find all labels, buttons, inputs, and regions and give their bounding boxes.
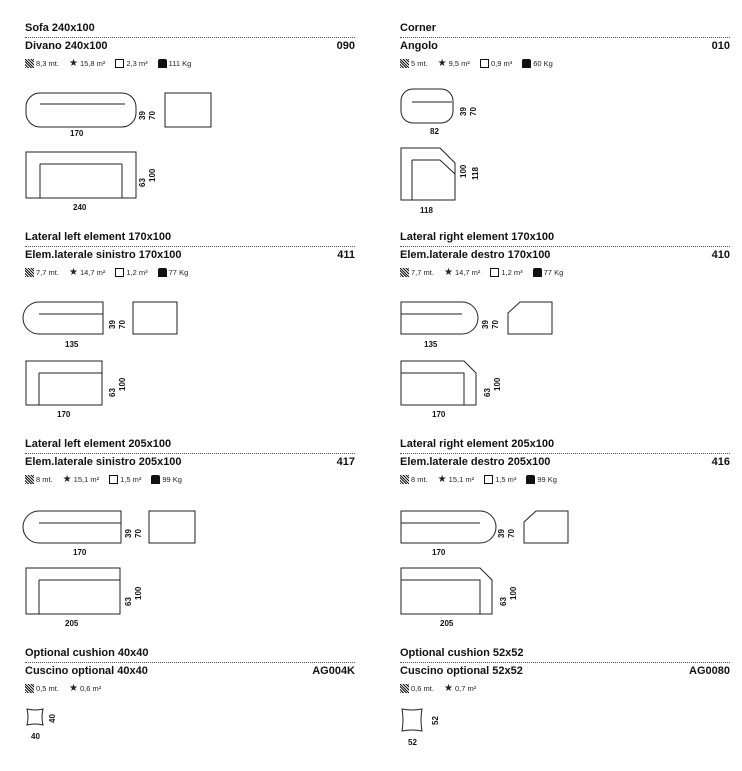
spec-area: 15,1 m² bbox=[73, 475, 100, 484]
specs bbox=[25, 268, 355, 277]
spec-weight: 99 Kg bbox=[537, 475, 557, 484]
title-it: Divano 240x100 bbox=[25, 40, 108, 52]
dim-depth-small: 39 bbox=[459, 107, 468, 116]
title-it: Elem.laterale destro 170x100 bbox=[400, 249, 551, 261]
title-en: Optional cushion 52x52 bbox=[400, 647, 524, 659]
product-code: 416 bbox=[711, 456, 730, 468]
box-icon bbox=[115, 268, 124, 277]
fabric-roll-icon bbox=[25, 59, 34, 68]
spec-area: 14,7 m² bbox=[79, 268, 106, 277]
plan-width: 240 bbox=[73, 203, 87, 212]
plan-depth: 100 bbox=[493, 377, 502, 391]
dim-width: 82 bbox=[430, 127, 439, 136]
lateral-left-170-drawing bbox=[25, 301, 225, 421]
box-icon bbox=[484, 475, 493, 484]
spec-area: 0,7 m² bbox=[454, 684, 477, 693]
plan-width: 205 bbox=[440, 619, 454, 628]
fabric-roll-icon bbox=[400, 268, 409, 277]
dim-width: 135 bbox=[65, 340, 79, 349]
card-sofa bbox=[25, 22, 355, 68]
sofa-drawing bbox=[25, 92, 225, 222]
spec-area: 15,8 m² bbox=[79, 59, 106, 68]
spec-volume: 1,5 m³ bbox=[495, 475, 517, 484]
spec-runs: 7,7 mt. bbox=[411, 268, 434, 277]
star-icon: ★ bbox=[62, 474, 72, 485]
spec-volume: 1,2 m³ bbox=[126, 268, 148, 277]
spec-volume: 1,5 m³ bbox=[120, 475, 142, 484]
plan-inner: 63 bbox=[108, 388, 117, 397]
title-en: Corner bbox=[400, 22, 437, 34]
dim-width: 135 bbox=[424, 340, 438, 349]
dim-depth-small: 39 bbox=[481, 320, 490, 329]
spec-weight: 99 Kg bbox=[162, 475, 182, 484]
specs bbox=[25, 684, 355, 693]
plan-width: 118 bbox=[420, 206, 433, 215]
title-it: Elem.laterale sinistro 170x100 bbox=[25, 249, 182, 261]
lateral-right-205-drawing bbox=[400, 510, 600, 630]
cushion-40-drawing bbox=[25, 707, 105, 747]
spec-runs: 8,3 mt. bbox=[36, 59, 59, 68]
title-it: Elem.laterale destro 205x100 bbox=[400, 456, 551, 468]
title-it: Cuscino optional 52x52 bbox=[400, 665, 523, 677]
divider bbox=[25, 453, 355, 454]
plan-depth: 100 bbox=[118, 377, 127, 391]
title-it: Cuscino optional 40x40 bbox=[25, 665, 148, 677]
spec-volume: 2,3 m³ bbox=[126, 59, 148, 68]
dim-height: 40 bbox=[48, 714, 57, 723]
dim-height: 52 bbox=[431, 716, 440, 725]
plan-inner: 63 bbox=[499, 597, 508, 606]
product-code: 010 bbox=[711, 40, 730, 52]
dim-width: 170 bbox=[73, 548, 87, 557]
product-code: AG004K bbox=[312, 665, 355, 677]
dim-depth-big: 70 bbox=[134, 529, 143, 538]
card-lateral-left-205 bbox=[25, 438, 355, 484]
dim-depth-big: 70 bbox=[118, 320, 127, 329]
divider bbox=[25, 246, 355, 247]
corner-drawing bbox=[400, 88, 600, 218]
spec-runs: 5 mt. bbox=[411, 59, 428, 68]
plan-inner: 63 bbox=[483, 388, 492, 397]
specs bbox=[400, 684, 730, 693]
dim-depth-big: 70 bbox=[148, 111, 157, 120]
plan-depth: 100 bbox=[509, 586, 518, 600]
dim-width: 170 bbox=[70, 129, 84, 138]
box-icon bbox=[480, 59, 489, 68]
spec-runs: 0,5 mt. bbox=[36, 684, 59, 693]
star-icon: ★ bbox=[443, 683, 453, 694]
spec-runs: 8 mt. bbox=[36, 475, 53, 484]
title-en: Lateral right element 205x100 bbox=[400, 438, 555, 450]
plan-inner: 100 bbox=[459, 164, 468, 178]
spec-weight: 111 Kg bbox=[168, 59, 192, 68]
spec-area: 9,5 m² bbox=[448, 59, 470, 68]
weight-icon bbox=[533, 268, 542, 277]
spec-volume: 1,2 m³ bbox=[501, 268, 523, 277]
dim-width: 52 bbox=[408, 738, 417, 747]
dim-depth-small: 39 bbox=[108, 320, 117, 329]
fabric-roll-icon bbox=[25, 268, 34, 277]
plan-width: 205 bbox=[65, 619, 79, 628]
card-lateral-right-205 bbox=[400, 438, 730, 484]
product-code: 410 bbox=[711, 249, 730, 261]
weight-icon bbox=[151, 475, 160, 484]
star-icon: ★ bbox=[443, 267, 453, 278]
box-icon bbox=[109, 475, 118, 484]
spec-area: 14,7 m² bbox=[454, 268, 481, 277]
specs bbox=[400, 475, 730, 484]
plan-depth: 100 bbox=[148, 168, 157, 182]
star-icon: ★ bbox=[68, 683, 78, 694]
spec-area: 0,6 m² bbox=[79, 684, 102, 693]
specs bbox=[25, 59, 355, 68]
spec-weight: 77 Kg bbox=[168, 268, 189, 277]
card-lateral-right-170 bbox=[400, 231, 730, 277]
weight-icon bbox=[526, 475, 535, 484]
specs bbox=[400, 59, 730, 68]
spec-runs: 0,6 mt. bbox=[411, 684, 434, 693]
spec-volume: 0,9 m³ bbox=[490, 59, 513, 68]
divider bbox=[400, 37, 730, 38]
star-icon: ★ bbox=[68, 58, 78, 69]
product-code: 411 bbox=[337, 249, 355, 261]
spec-weight: 60 Kg bbox=[533, 59, 553, 68]
product-code: 417 bbox=[336, 456, 355, 468]
dim-depth-small: 39 bbox=[124, 529, 133, 538]
card-cushion-52 bbox=[400, 647, 730, 693]
star-icon: ★ bbox=[68, 267, 78, 278]
dim-depth-small: 39 bbox=[497, 529, 506, 538]
divider bbox=[400, 453, 730, 454]
divider bbox=[25, 37, 355, 38]
cushion-52-drawing bbox=[400, 707, 480, 751]
spec-runs: 8 mt. bbox=[411, 475, 428, 484]
weight-icon bbox=[158, 268, 167, 277]
dim-depth-big: 70 bbox=[469, 107, 478, 116]
fabric-roll-icon bbox=[25, 475, 34, 484]
divider bbox=[400, 662, 730, 663]
card-cushion-40 bbox=[25, 647, 355, 693]
plan-width: 170 bbox=[432, 410, 446, 419]
title-it: Angolo bbox=[400, 40, 438, 52]
dim-depth-big: 70 bbox=[491, 320, 500, 329]
card-corner bbox=[400, 22, 730, 68]
star-icon: ★ bbox=[437, 58, 447, 69]
plan-inner: 63 bbox=[138, 178, 147, 187]
specs bbox=[25, 475, 355, 484]
divider bbox=[25, 662, 355, 663]
lateral-left-205-drawing bbox=[25, 510, 225, 630]
title-en: Lateral left element 205x100 bbox=[25, 438, 172, 450]
lateral-right-170-drawing bbox=[400, 301, 600, 421]
plan-inner: 63 bbox=[124, 597, 133, 606]
spec-runs: 7,7 mt. bbox=[36, 268, 59, 277]
fabric-roll-icon bbox=[400, 475, 409, 484]
fabric-roll-icon bbox=[400, 59, 409, 68]
title-en: Lateral left element 170x100 bbox=[25, 231, 172, 243]
fabric-roll-icon bbox=[400, 684, 409, 693]
title-en: Optional cushion 40x40 bbox=[25, 647, 149, 659]
dim-depth-big: 70 bbox=[507, 529, 516, 538]
card-lateral-left-170 bbox=[25, 231, 355, 277]
dim-width: 40 bbox=[31, 732, 40, 741]
plan-width: 170 bbox=[57, 410, 71, 419]
weight-icon bbox=[522, 59, 531, 68]
star-icon: ★ bbox=[437, 474, 447, 485]
product-code: AG0080 bbox=[689, 665, 730, 677]
dim-depth-small: 39 bbox=[138, 111, 147, 120]
spec-area: 15,1 m² bbox=[448, 475, 475, 484]
weight-icon bbox=[158, 59, 167, 68]
box-icon bbox=[490, 268, 499, 277]
title-en: Sofa 240x100 bbox=[25, 22, 95, 34]
box-icon bbox=[115, 59, 124, 68]
title-it: Elem.laterale sinistro 205x100 bbox=[25, 456, 182, 468]
specs bbox=[400, 268, 730, 277]
title-en: Lateral right element 170x100 bbox=[400, 231, 555, 243]
spec-weight: 77 Kg bbox=[543, 268, 564, 277]
fabric-roll-icon bbox=[25, 684, 34, 693]
plan-depth: 100 bbox=[134, 586, 143, 600]
divider bbox=[400, 246, 730, 247]
dim-width: 170 bbox=[432, 548, 446, 557]
product-code: 090 bbox=[336, 40, 355, 52]
plan-depth: 118 bbox=[471, 167, 480, 180]
